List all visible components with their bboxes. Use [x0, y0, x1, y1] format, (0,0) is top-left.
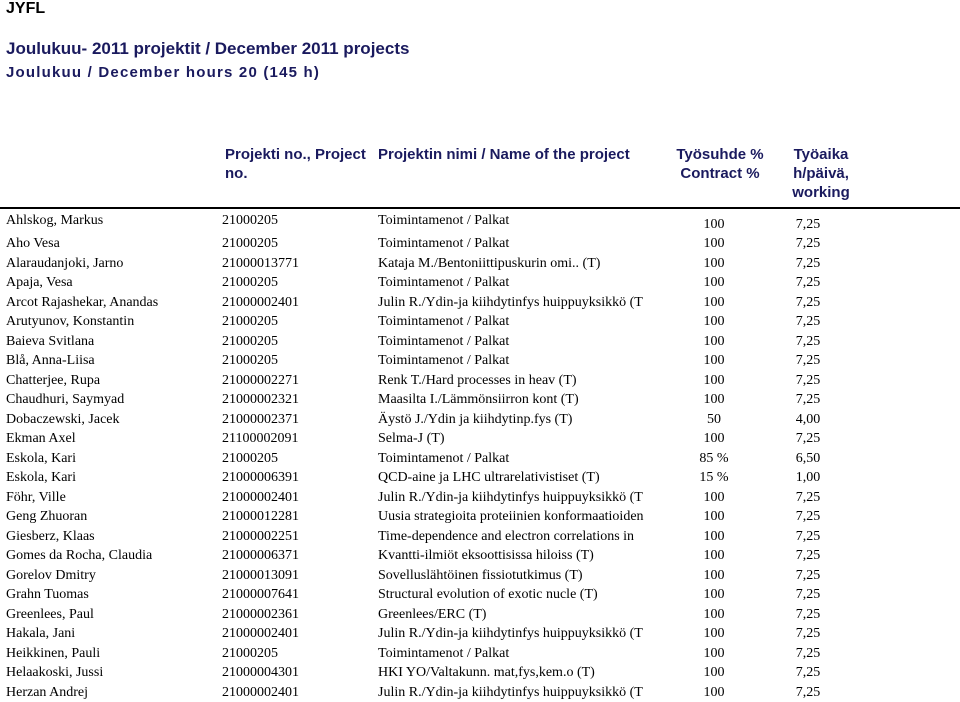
hours-per-day-cell: 7,25 [778, 644, 838, 664]
column-header-hours-line1: Työaika [782, 145, 860, 164]
project-name-cell: Structural evolution of exotic nucle (T) [378, 585, 664, 605]
project-name-cell: Kvantti-ilmiöt eksoottisissa hiloiss (T) [378, 546, 664, 566]
table-row [0, 390, 960, 410]
contract-percent-cell: 100 [672, 585, 756, 605]
contract-percent-cell: 100 [672, 488, 756, 508]
project-name-cell: Kataja M./Bentoniittipuskurin omi.. (T) [378, 254, 664, 274]
column-header-hours-line3: working [782, 183, 860, 202]
table-row [0, 527, 960, 547]
project-name-cell: Toimintamenot / Palkat [378, 644, 664, 664]
contract-percent-cell: 100 [672, 546, 756, 566]
hours-per-day-cell: 7,25 [778, 332, 838, 352]
project-name-cell: Sovelluslähtöinen fissiotutkimus (T) [378, 566, 664, 586]
header-divider [0, 207, 960, 209]
project-name-cell: Toimintamenot / Palkat [378, 234, 664, 254]
project-number-cell: 21000013091 [222, 566, 372, 586]
hours-per-day-cell: 7,25 [778, 312, 838, 332]
table-row [0, 585, 960, 605]
hours-per-day-cell: 1,00 [778, 468, 838, 488]
contract-percent-cell: 100 [672, 312, 756, 332]
contract-percent-cell: 100 [672, 507, 756, 527]
project-name-cell: Toimintamenot / Palkat [378, 312, 664, 332]
column-header-project-no-line1: Projekti no., Project [225, 145, 375, 164]
org-name: JYFL [6, 0, 45, 19]
project-number-cell: 21000007641 [222, 585, 372, 605]
hours-per-day-cell: 7,25 [778, 527, 838, 547]
table-row [0, 546, 960, 566]
person-name-cell: Alaraudanjoki, Jarno [6, 254, 218, 274]
contract-percent-cell: 100 [672, 624, 756, 644]
table-row [0, 468, 960, 488]
contract-percent-cell: 50 [672, 410, 756, 430]
project-number-cell: 21000002321 [222, 390, 372, 410]
project-number-cell: 21000205 [222, 332, 372, 352]
project-number-cell: 21000006371 [222, 546, 372, 566]
table-row [0, 507, 960, 527]
page-title: Joulukuu- 2011 projektit / December 2011 projects [6, 39, 409, 59]
page-subtitle: Joulukuu / December hours 20 (145 h) [6, 63, 320, 83]
project-name-cell: Julin R./Ydin-ja kiihdytinfys huippuyksikkö (T [378, 683, 664, 702]
hours-per-day-cell: 7,25 [778, 351, 838, 371]
person-name-cell: Heikkinen, Pauli [6, 644, 218, 664]
column-header-contract-line1: Työsuhde % [672, 145, 768, 164]
project-number-cell: 21000002401 [222, 683, 372, 702]
contract-percent-cell: 100 [672, 254, 756, 274]
person-name-cell: Apaja, Vesa [6, 273, 218, 293]
project-name-cell: Uusia strategioita proteiinien konformaatioiden [378, 507, 664, 527]
hours-per-day-cell: 7,25 [778, 214, 838, 236]
hours-per-day-cell: 6,50 [778, 449, 838, 469]
table-row [0, 663, 960, 683]
project-number-cell: 21000205 [222, 351, 372, 371]
table-row [0, 683, 960, 702]
table-row [0, 234, 960, 254]
contract-percent-cell: 100 [672, 566, 756, 586]
table-row [0, 273, 960, 293]
person-name-cell: Föhr, Ville [6, 488, 218, 508]
table-row [0, 410, 960, 430]
contract-percent-cell: 100 [672, 351, 756, 371]
hours-per-day-cell: 7,25 [778, 605, 838, 625]
project-number-cell: 21000004301 [222, 663, 372, 683]
person-name-cell: Arcot Rajashekar, Anandas [6, 293, 218, 313]
project-name-cell: Toimintamenot / Palkat [378, 449, 664, 469]
table-row [0, 624, 960, 644]
person-name-cell: Ahlskog, Markus [6, 212, 218, 229]
contract-percent-cell: 100 [672, 663, 756, 683]
person-name-cell: Chaudhuri, Saymyad [6, 390, 218, 410]
column-header-contract [672, 145, 768, 183]
person-name-cell: Eskola, Kari [6, 449, 218, 469]
project-number-cell: 21000205 [222, 273, 372, 293]
project-name-cell: Toimintamenot / Palkat [378, 332, 664, 352]
person-name-cell: Geng Zhuoran [6, 507, 218, 527]
project-name-cell: Toimintamenot / Palkat [378, 273, 664, 293]
table-row [0, 332, 960, 352]
project-number-cell: 21000002271 [222, 371, 372, 391]
person-name-cell: Greenlees, Paul [6, 605, 218, 625]
project-table [0, 212, 960, 702]
table-row [0, 351, 960, 371]
project-name-cell: Äystö J./Ydin ja kiihdytinp.fys (T) [378, 410, 664, 430]
contract-percent-cell: 100 [672, 273, 756, 293]
table-row [0, 254, 960, 274]
person-name-cell: Grahn Tuomas [6, 585, 218, 605]
project-number-cell: 21000006391 [222, 468, 372, 488]
person-name-cell: Gomes da Rocha, Claudia [6, 546, 218, 566]
person-name-cell: Gorelov Dmitry [6, 566, 218, 586]
person-name-cell: Aho Vesa [6, 234, 218, 254]
hours-per-day-cell: 7,25 [778, 371, 838, 391]
column-header-project-no-line2: no. [225, 164, 375, 183]
person-name-cell: Ekman Axel [6, 429, 218, 449]
project-number-cell: 21000205 [222, 449, 372, 469]
column-header-contract-line2: Contract % [672, 164, 768, 183]
table-row [0, 371, 960, 391]
hours-per-day-cell: 7,25 [778, 234, 838, 254]
contract-percent-cell: 15 % [672, 468, 756, 488]
column-header-hours [782, 145, 860, 202]
hours-per-day-cell: 7,25 [778, 293, 838, 313]
hours-per-day-cell: 7,25 [778, 663, 838, 683]
person-name-cell: Hakala, Jani [6, 624, 218, 644]
project-name-cell: Toimintamenot / Palkat [378, 212, 664, 229]
person-name-cell: Giesberz, Klaas [6, 527, 218, 547]
column-header-project-no [225, 145, 375, 183]
hours-per-day-cell: 7,25 [778, 585, 838, 605]
contract-percent-cell: 100 [672, 683, 756, 702]
project-name-cell: Julin R./Ydin-ja kiihdytinfys huippuyksikkö (T [378, 488, 664, 508]
table-row [0, 449, 960, 469]
hours-per-day-cell: 7,25 [778, 683, 838, 702]
person-name-cell: Chatterjee, Rupa [6, 371, 218, 391]
project-name-cell: Julin R./Ydin-ja kiihdytinfys huippuyksikkö (T [378, 293, 664, 313]
table-row [0, 212, 960, 234]
column-header-hours-line2: h/päivä, [782, 164, 860, 183]
person-name-cell: Herzan Andrej [6, 683, 218, 702]
contract-percent-cell: 100 [672, 332, 756, 352]
project-number-cell: 21000205 [222, 234, 372, 254]
project-name-cell: Julin R./Ydin-ja kiihdytinfys huippuyksikkö (T [378, 624, 664, 644]
table-row [0, 429, 960, 449]
project-number-cell: 21000002361 [222, 605, 372, 625]
project-name-cell: Time-dependence and electron correlations in [378, 527, 664, 547]
contract-percent-cell: 100 [672, 644, 756, 664]
contract-percent-cell: 100 [672, 429, 756, 449]
table-row [0, 488, 960, 508]
project-number-cell: 21000002401 [222, 293, 372, 313]
contract-percent-cell: 100 [672, 390, 756, 410]
hours-per-day-cell: 7,25 [778, 488, 838, 508]
contract-percent-cell: 100 [672, 293, 756, 313]
hours-per-day-cell: 7,25 [778, 254, 838, 274]
table-row [0, 566, 960, 586]
hours-per-day-cell: 4,00 [778, 410, 838, 430]
hours-per-day-cell: 7,25 [778, 546, 838, 566]
contract-percent-cell: 85 % [672, 449, 756, 469]
project-number-cell: 21000002371 [222, 410, 372, 430]
project-number-cell: 21000012281 [222, 507, 372, 527]
person-name-cell: Blå, Anna-Liisa [6, 351, 218, 371]
project-number-cell: 21000013771 [222, 254, 372, 274]
project-number-cell: 21000205 [222, 644, 372, 664]
table-row [0, 605, 960, 625]
person-name-cell: Baieva Svitlana [6, 332, 218, 352]
project-number-cell: 21000002251 [222, 527, 372, 547]
project-number-cell: 21100002091 [222, 429, 372, 449]
project-name-cell: HKI YO/Valtakunn. mat,fys,kem.o (T) [378, 663, 664, 683]
project-name-cell: Selma-J (T) [378, 429, 664, 449]
column-header-project-name: Projektin nimi / Name of the project [378, 145, 678, 164]
contract-percent-cell: 100 [672, 605, 756, 625]
person-name-cell: Eskola, Kari [6, 468, 218, 488]
person-name-cell: Helaakoski, Jussi [6, 663, 218, 683]
table-row [0, 312, 960, 332]
hours-per-day-cell: 7,25 [778, 566, 838, 586]
project-name-cell: Renk T./Hard processes in heav (T) [378, 371, 664, 391]
project-number-cell: 21000205 [222, 212, 372, 229]
hours-per-day-cell: 7,25 [778, 273, 838, 293]
project-name-cell: Greenlees/ERC (T) [378, 605, 664, 625]
contract-percent-cell: 100 [672, 214, 756, 236]
table-row [0, 293, 960, 313]
project-name-cell: Toimintamenot / Palkat [378, 351, 664, 371]
table-row [0, 644, 960, 664]
project-number-cell: 21000002401 [222, 624, 372, 644]
contract-percent-cell: 100 [672, 234, 756, 254]
hours-per-day-cell: 7,25 [778, 390, 838, 410]
person-name-cell: Arutyunov, Konstantin [6, 312, 218, 332]
project-number-cell: 21000002401 [222, 488, 372, 508]
project-name-cell: QCD-aine ja LHC ultrarelativistiset (T) [378, 468, 664, 488]
person-name-cell: Dobaczewski, Jacek [6, 410, 218, 430]
project-name-cell: Maasilta I./Lämmönsiirron kont (T) [378, 390, 664, 410]
hours-per-day-cell: 7,25 [778, 624, 838, 644]
project-number-cell: 21000205 [222, 312, 372, 332]
contract-percent-cell: 100 [672, 527, 756, 547]
hours-per-day-cell: 7,25 [778, 429, 838, 449]
hours-per-day-cell: 7,25 [778, 507, 838, 527]
contract-percent-cell: 100 [672, 371, 756, 391]
